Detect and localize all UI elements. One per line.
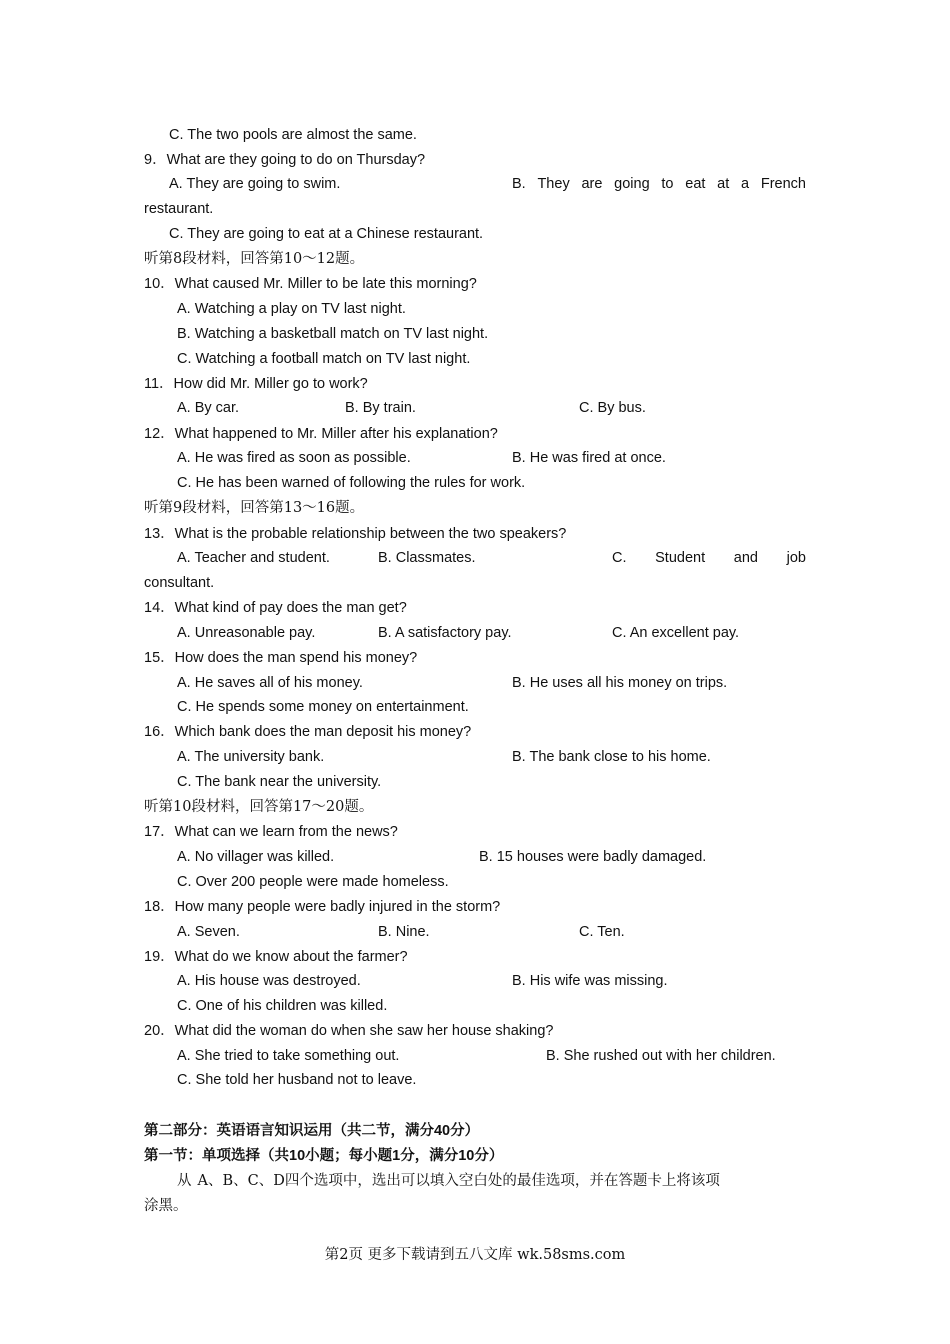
- q12-option-b: B. He was fired at once.: [512, 450, 666, 466]
- q15-question: 15．How does the man spend his money?: [144, 650, 418, 666]
- q10-option-c: C. Watching a football match on TV last night.: [177, 351, 471, 367]
- q11-option-a: A. By car.: [177, 400, 240, 416]
- q16-option-a: A. The university bank.: [177, 749, 325, 765]
- q13-option-c: [612, 548, 806, 568]
- q18-option-c: C. Ten.: [579, 924, 625, 940]
- q13-question: 13．What is the probable relationship between the two speakers?: [144, 526, 567, 542]
- q9-option-a: A. They are going to swim.: [169, 176, 341, 192]
- q9b-word: eat: [685, 176, 706, 192]
- q19-option-b: B. His wife was missing.: [512, 973, 668, 989]
- q11-option-b: B. By train.: [345, 400, 416, 416]
- q13c-word: job: [786, 550, 806, 566]
- instruction-continued: 涂黑。: [144, 1198, 188, 1214]
- q9b-word: B.: [512, 176, 526, 192]
- q17-question: 17．What can we learn from the news?: [144, 824, 398, 840]
- q9b-word: French: [760, 176, 806, 192]
- q13c-word: and: [733, 550, 758, 566]
- section-heading-10: 听第10段材料，回答第17～20题。: [144, 799, 374, 815]
- q13-option-a: A. Teacher and student.: [177, 550, 330, 566]
- q9-option-b-continued: restaurant.: [144, 201, 214, 217]
- q12-option-c: C. He has been warned of following the rules for work.: [177, 475, 526, 491]
- q9-option-b: [512, 174, 806, 194]
- q18-option-b: B. Nine.: [378, 924, 430, 940]
- q19-option-c: C. One of his children was killed.: [177, 998, 388, 1014]
- q13c-word: Student: [655, 550, 706, 566]
- q17-option-b: B. 15 houses were badly damaged.: [479, 849, 707, 865]
- instruction-word: A、B、C、D: [197, 1173, 285, 1189]
- q10-option-b: B. Watching a basketball match on TV last night.: [177, 326, 489, 342]
- q9-option-c: C. They are going to eat at a Chinese restaurant.: [169, 226, 484, 242]
- q9b-word: going: [614, 176, 650, 192]
- q11-question: 11．How did Mr. Miller go to work?: [144, 376, 368, 392]
- q16-option-c: C. The bank near the university.: [177, 774, 382, 790]
- q13c-word: C.: [612, 550, 627, 566]
- section-heading-9: 听第9段材料，回答第13～16题。: [144, 500, 365, 516]
- q14-option-c: C. An excellent pay.: [612, 625, 740, 641]
- page-footer: 第2页 更多下载请到五八文库 wk.58sms.com: [324, 1247, 626, 1263]
- q13-option-c-continued: consultant.: [144, 575, 215, 591]
- q20-option-b: B. She rushed out with her children.: [546, 1048, 776, 1064]
- q9b-word: are: [581, 176, 603, 192]
- q10-option-a: A. Watching a play on TV last night.: [177, 301, 406, 317]
- q15-option-a: A. He saves all of his money.: [177, 675, 363, 691]
- q20-option-c: C. She told her husband not to leave.: [177, 1072, 417, 1088]
- q18-option-a: A. Seven.: [177, 924, 240, 940]
- q9b-word: They: [537, 176, 570, 192]
- instruction-word: 四个选项中，选出可以填入空白处的最佳选项，并在答题卡上将该项: [284, 1173, 720, 1189]
- instruction-word: 从: [177, 1173, 192, 1189]
- q13-option-b: B. Classmates.: [378, 550, 476, 566]
- q12-option-a: A. He was fired as soon as possible.: [177, 450, 411, 466]
- q15-option-c: C. He spends some money on entertainment.: [177, 699, 469, 715]
- q17-option-c: C. Over 200 people were made homeless.: [177, 874, 449, 890]
- q19-question: 19．What do we know about the farmer?: [144, 949, 408, 965]
- q15-option-b: B. He uses all his money on trips.: [512, 675, 728, 691]
- q9b-word: at: [717, 176, 730, 192]
- section-heading-8: 听第8段材料，回答第10～12题。: [144, 251, 365, 267]
- q10-question: 10．What caused Mr. Miller to be late this morning?: [144, 276, 477, 292]
- q16-question: 16．Which bank does the man deposit his money?: [144, 724, 472, 740]
- q17-option-a: A. No villager was killed.: [177, 849, 335, 865]
- q9b-word: a: [741, 176, 750, 192]
- q9b-word: to: [661, 176, 674, 192]
- part-two-heading: 第二部分：英语语言知识运用（共二节，满分40分）: [144, 1123, 480, 1139]
- q20-question: 20．What did the woman do when she saw her house shaking?: [144, 1023, 554, 1039]
- q16-option-b: B. The bank close to his home.: [512, 749, 711, 765]
- q14-question: 14．What kind of pay does the man get?: [144, 600, 407, 616]
- q11-option-c: C. By bus.: [579, 400, 646, 416]
- q18-question: 18．How many people were badly injured in the storm?: [144, 899, 501, 915]
- q14-option-b: B. A satisfactory pay.: [378, 625, 512, 641]
- q14-option-a: A. Unreasonable pay.: [177, 625, 316, 641]
- instruction-line: [177, 1171, 806, 1191]
- q20-option-a: A. She tried to take something out.: [177, 1048, 400, 1064]
- q19-option-a: A. His house was destroyed.: [177, 973, 361, 989]
- part-two-section-one-heading: 第一节：单项选择（共10小题；每小题1分，满分10分）: [144, 1148, 504, 1164]
- q12-question: 12．What happened to Mr. Miller after his explanation?: [144, 426, 498, 442]
- q9-question: 9．What are they going to do on Thursday?: [144, 152, 426, 168]
- q8-option-c: C. The two pools are almost the same.: [169, 127, 417, 143]
